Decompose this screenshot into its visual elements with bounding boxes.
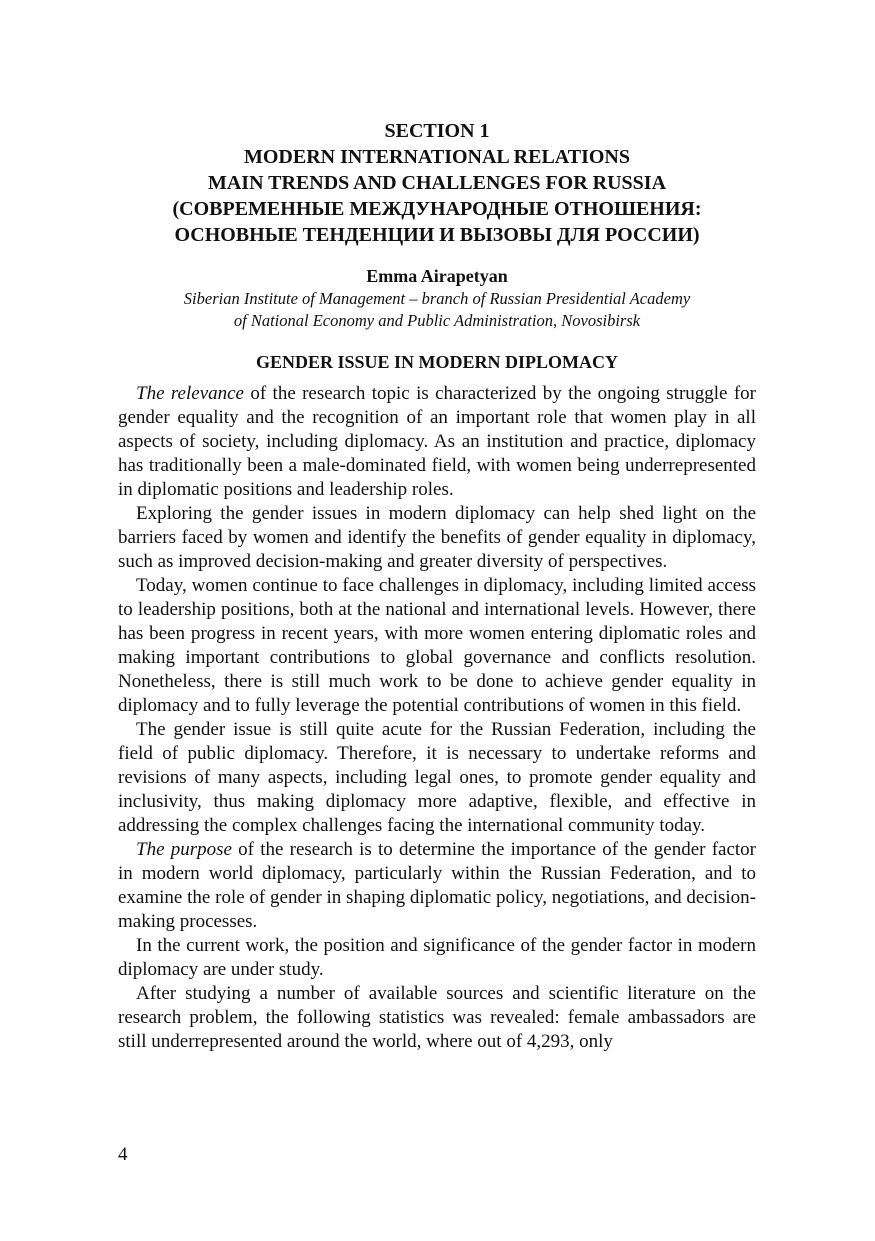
- section-number: SECTION 1: [384, 120, 490, 142]
- section-title-line: MAIN TRENDS AND CHALLENGES FOR RUSSIA: [207, 172, 667, 194]
- paragraph-text: The gender issue is still quite acute for the Russian Federation, including the field of public diplomacy. Therefore, it is necessary to undertake reforms and revisions of many aspects, including legal ones, to promote gender equality and inclusivity, thus making diplomacy more adaptive, flexible, and effective in addressing the complex challenges facing the international community today.: [118, 719, 756, 836]
- document-page: [118, 118, 756, 1054]
- section-title-russian-line: (СОВРЕМЕННЫЕ МЕЖДУНАРОДНЫЕ ОТНОШЕНИЯ:: [172, 198, 702, 220]
- section-heading: [118, 118, 756, 248]
- article-title: GENDER ISSUE IN MODERN DIPLOMACY: [255, 352, 619, 372]
- section-title-line: MODERN INTERNATIONAL RELATIONS: [244, 146, 630, 168]
- section-title-russian-line: ОСНОВНЫЕ ТЕНДЕНЦИИ И ВЫЗОВЫ ДЛЯ РОССИИ): [174, 224, 700, 246]
- italic-lead-relevance: The relevance: [136, 383, 244, 404]
- article-body: [118, 382, 756, 1054]
- paragraph-text: of the research is to determine the importance of the gender factor in modern world diplomacy, particularly within the Russian Federation, and to examine the role of gender in shaping diplomatic policy, negotiations, and decision-making processes.: [118, 839, 756, 932]
- paragraph-text: Exploring the gender issues in modern diplomacy can help shed light on the barriers faced by women and identify the benefits of gender equality in diplomacy, such as improved decision-making and greater diversity of perspectives.: [118, 503, 756, 572]
- paragraph-text: Today, women continue to face challenges in diplomacy, including limited access to leadership positions, both at the national and international levels. However, there has been progress in recent years, with more women entering diplomatic roles and making important contributions to global governance and conflicts resolution. Nonetheless, there is still much work to be done to achieve gender equality in diplomacy and to fully leverage the potential contributions of women in this field.: [118, 575, 756, 716]
- paragraph-text: After studying a number of available sources and scientific literature on the research problem, the following statistics was revealed: female ambassadors are still underrepresented around the world, where out of 4,293, only: [118, 983, 756, 1052]
- italic-lead-purpose: The purpose: [136, 839, 232, 860]
- author-affiliation-line: Siberian Institute of Management – branch of Russian Presidential Academy: [183, 289, 691, 308]
- page-number: 4: [118, 1144, 128, 1165]
- paragraph-purpose: [118, 838, 756, 934]
- author-affiliation-line: of National Economy and Public Administration, Novosibirsk: [233, 311, 641, 330]
- paragraph-text: In the current work, the position and significance of the gender factor in modern diplomacy are under study.: [118, 935, 756, 980]
- paragraph-relevance: [118, 382, 756, 502]
- paragraph-text: of the research topic is characterized by the ongoing struggle for gender equality and the recognition of an important role that women play in all aspects of society, including diplomacy. As an institution and practice, diplomacy has traditionally been a male-dominated field, with women being underrepresented in diplomatic positions and leadership roles.: [118, 383, 756, 500]
- author-name: Emma Airapetyan: [366, 266, 508, 286]
